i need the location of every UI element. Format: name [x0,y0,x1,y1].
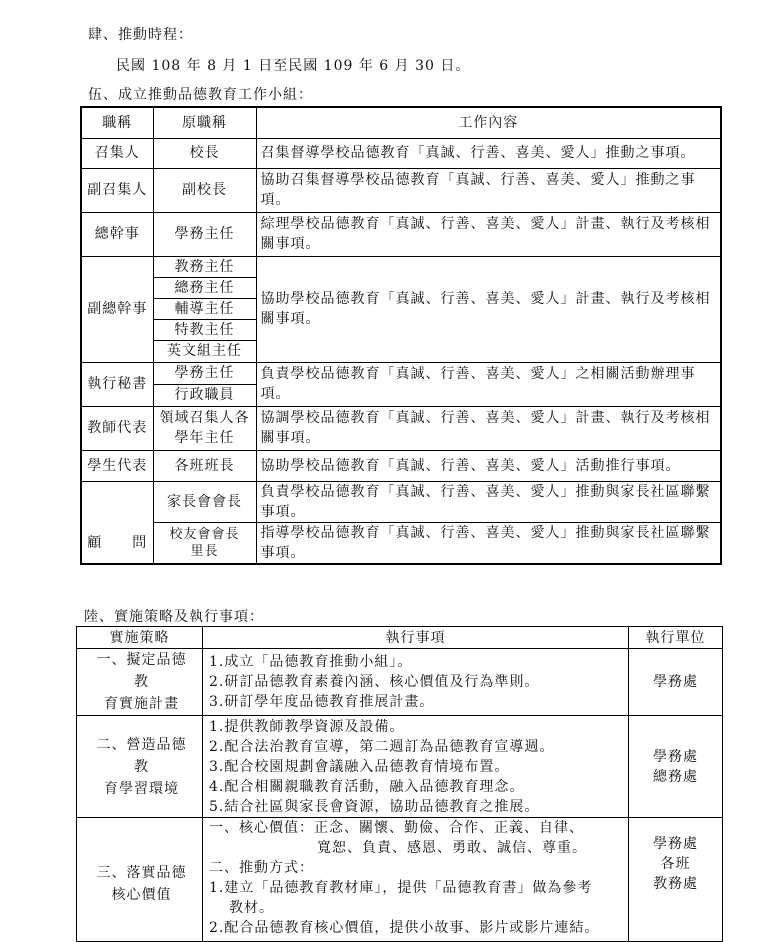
role-title: 總幹事 [81,212,153,256]
role-title: 顧 問 [81,481,153,564]
original-title: 領域召集人各學年主任 [153,406,256,450]
section4-heading: 肆、推動時程： [88,27,193,43]
table-row [81,450,721,481]
header-title: 職稱 [81,107,153,138]
original-title: 校友會會長 里長 [153,522,256,564]
table-row [77,649,723,716]
table-row [81,256,721,277]
work-content: 召集督導學校品德教育「真誠、行善、喜美、愛人」推動之事項。 [256,138,721,168]
header-unit: 執行單位 [629,627,723,649]
actions-cell: 一、核心價值：正念、關懷、勤儉、合作、正義、自律、 寬恕、負責、感恩、勇敢、誠信、尊重。 二、推動方式： 1.建立「品德教育教材庫」，提供「品德教育書」做為參考 教材。 2.配合品德教育核心價值，提供小故事、影片或影片連結。 [203,818,629,942]
original-title: 總務主任 [153,277,256,298]
table-row [81,406,721,450]
unit-cell: 學務處 總務處 [629,716,723,818]
table-row [81,168,721,212]
original-title: 副校長 [153,168,256,212]
unit-cell: 學務處 各班 教務處 [629,818,723,942]
original-title: 學務主任 [153,362,256,384]
original-title: 學務主任 [153,212,256,256]
original-title: 輔導主任 [153,298,256,319]
header-original-title: 原職稱 [153,107,256,138]
strategy-table [76,626,723,942]
header-actions: 執行事項 [203,627,629,649]
work-content: 綜理學校品德教育「真誠、行善、喜美、愛人」計畫、執行及考核相關事項。 [256,212,721,256]
original-title: 校長 [153,138,256,168]
table-row [77,818,723,942]
table-header-row [81,107,721,138]
actions-cell: 1.提供教師教學資源及設備。 2.配合法治教育宣導，第二週訂為品德教育宣導週。 3.配合校園規劃會議融入品德教育情境布置。 4.配合相關親職教育活動，融入品德教育理念。 5.結合社區與家長會資源，協助品德教育之推展。 [203,716,629,818]
work-content: 負責學校品德教育「真誠、行善、喜美、愛人」推動與家長社區聯繫事項。 [256,481,721,522]
work-content: 指導學校品德教育「真誠、行善、喜美、愛人」推動與家長社區聯繫事項。 [256,522,721,564]
table-row [81,212,721,256]
work-content: 協調學校品德教育「真誠、行善、喜美、愛人」計畫、執行及考核相關事項。 [256,406,721,450]
table-row [81,522,721,564]
header-work-content: 工作內容 [256,107,721,138]
original-title: 家長會會長 [153,481,256,522]
role-title: 副總幹事 [81,256,153,362]
role-title: 副召集人 [81,168,153,212]
table-header-row [77,627,723,649]
original-title: 各班班長 [153,450,256,481]
actions-cell: 1.成立「品德教育推動小組」。 2.研訂品德教育素養內涵、核心價值及行為準則。 3.研訂學年度品德教育推展計畫。 [203,649,629,716]
unit-cell: 學務處 [629,649,723,716]
table-row [81,362,721,384]
original-title: 特教主任 [153,319,256,340]
section5-heading: 伍、成立推動品德教育工作小組： [88,87,313,103]
role-title: 召集人 [81,138,153,168]
original-title: 英文組主任 [153,340,256,362]
table-row [81,138,721,168]
role-title: 教師代表 [81,406,153,450]
work-content: 負責學校品德教育「真誠、行善、喜美、愛人」之相關活動辦理事項。 [256,362,721,406]
work-content: 協助召集督導學校品德教育「真誠、行善、喜美、愛人」推動之事項。 [256,168,721,212]
work-content: 協助學校品德教育「真誠、行善、喜美、愛人」活動推行事項。 [256,450,721,481]
strategy-cell: 二、營造品德教 育學習環境 [77,716,203,818]
role-title: 學生代表 [81,450,153,481]
role-title: 執行秘書 [81,362,153,406]
section6-heading: 陸、實施策略及執行事項： [84,609,264,625]
table-row [81,481,721,522]
working-group-table [80,106,722,565]
strategy-cell: 三、落實品德 核心價值 [77,818,203,942]
original-title: 教務主任 [153,256,256,277]
strategy-cell: 一、擬定品德教 育實施計畫 [77,649,203,716]
table-row [77,716,723,818]
header-strategy: 實施策略 [77,627,203,649]
schedule-period: 民國 108 年 8 月 1 日至民國 109 年 6 月 30 日。 [116,58,471,74]
original-title: 行政職員 [153,384,256,406]
work-content: 協助學校品德教育「真誠、行善、喜美、愛人」計畫、執行及考核相關事項。 [256,256,721,362]
